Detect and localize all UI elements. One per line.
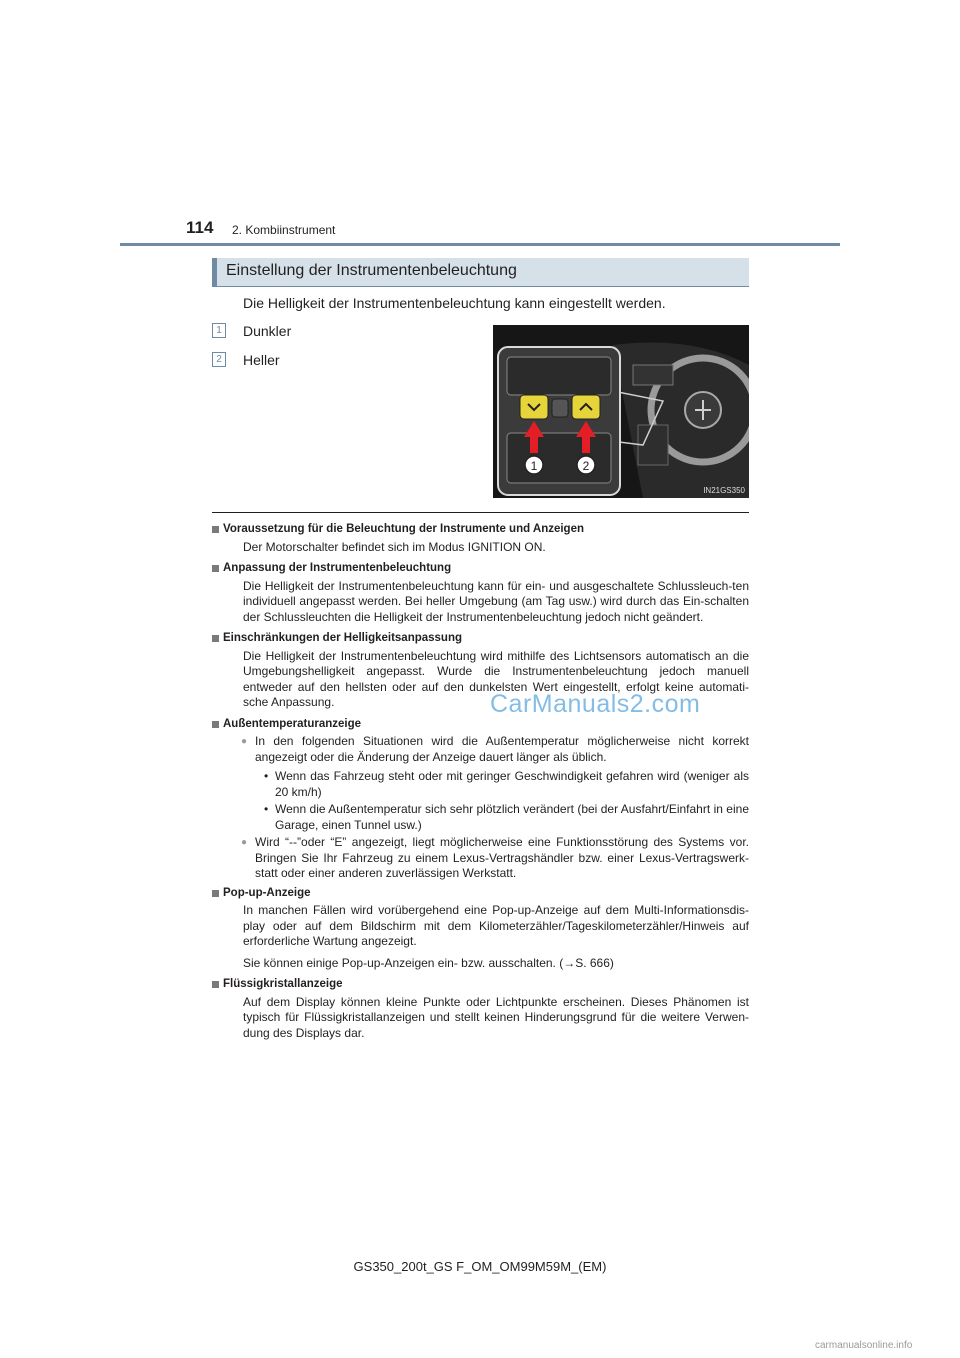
note-text-reference: Sie können einige Pop-up-Anzeigen ein- bzw. ausschalten. (→S. 666): [243, 955, 614, 970]
note-heading: Flüssigkristallanzeige: [212, 977, 749, 993]
dashboard-drawing: [493, 325, 749, 498]
note-ignition: [212, 522, 749, 555]
note-text: In manchen Fällen wird vorübergehend eine Pop-up-Anzeige auf dem Multi-Informationsdis-play oder auf dem Bildschirm mit dem Kilometerzähler/Tageskilometerzähler/Hinweis auf erforderliche Wartung angezeigt.: [243, 903, 749, 948]
section-underline: [212, 286, 749, 287]
note-popup: [212, 886, 749, 972]
note-heading: Einschränkungen der Helligkeitsanpassung: [212, 631, 749, 647]
note-sub-item: • Wenn die Außentemperatur sich sehr plötzlich verändert (bei der Ausfahrt/Einfahrt in eine Garage, einen Tunnel usw.): [275, 802, 749, 833]
note-sub-item: • Wenn das Fahrzeug steht oder mit geringer Geschwindigkeit gefahren wird (weniger als 20 km/h): [275, 769, 749, 800]
header-rule: [120, 243, 840, 246]
brighter-button-icon: [572, 395, 600, 419]
site-watermark: carmanualsonline.info: [815, 1340, 913, 1351]
content-divider: [212, 512, 749, 513]
page-number: 114: [186, 218, 214, 237]
note-bullet: ● In den folgenden Situationen wird die Außentemperatur möglicherweise nicht korrekt angezeigt oder die Änderung der Anzeige dauert länger als üblich.: [255, 734, 749, 765]
dashboard-illustration: [493, 325, 749, 498]
section-title: Einstellung der Instrumentenbeleuchtung: [226, 262, 517, 279]
note-bullet: ● Wird “--”oder “E” angezeigt, liegt möglicherweise eine Funktionsstörung des Systems vor. Bringen Sie Ihr Fahrzeug zu einem Lexus-Vertragshändler bzw. einer Lexus-Vertragswerk-statt oder einer anderen zuverlässigen Werkstatt.: [255, 835, 749, 882]
legend-label-darker: Dunkler: [243, 323, 292, 339]
note-text: Auf dem Display können kleine Punkte oder Lichtpunkte erscheinen. Dieses Phänomen ist typisch für Flüssigkristallanzeigen und stellt keinen Hinderungsgrund für die weitere Verwen-dung des Displays dar.: [243, 994, 749, 1040]
darker-button-icon: [520, 395, 548, 419]
note-text: Der Motorschalter befindet sich im Modus IGNITION ON.: [243, 539, 546, 554]
note-outside-temperature: [212, 717, 749, 882]
notes-section: [212, 522, 749, 1047]
section-heading-bar: [212, 258, 749, 286]
note-text: Die Helligkeit der Instrumentenbeleuchtung wird mithilfe des Lichtsensors automatisch an die Umgebungshelligkeit angepasst. Wurde die Instrumentenbeleuchtung jedoch manuell entweder auf den hellsten oder auf den dunkelsten Wert eingestellt, erfolgt keine automati-sche Anpassung.: [243, 648, 749, 709]
legend-number-2: 2: [212, 352, 226, 367]
note-heading: Außentemperaturanzeige: [212, 717, 749, 733]
watermark: CarManuals2.com: [490, 690, 701, 718]
note-text: Die Helligkeit der Instrumentenbeleuchtung kann für ein- und ausgeschaltete Schlussleuch-ten individuell angepasst werden. Bei heller Umgebung (am Tag usw.) wird durch das Ein-schalten der Schlussleuchten die Helligkeit der Instrumentenbeleuchtung jedoch nicht geändert.: [243, 578, 749, 624]
note-heading: Pop-up-Anzeige: [212, 886, 749, 902]
note-heading: Voraussetzung für die Beleuchtung der Instrumente und Anzeigen: [212, 522, 749, 538]
callout-number-2: 2: [582, 459, 590, 473]
chapter-title: 2. Kombiinstrument: [232, 223, 336, 237]
note-lcd: [212, 977, 749, 1041]
legend-label-brighter: Heller: [243, 352, 280, 368]
figure-code: IN21GS350: [703, 486, 745, 495]
callout-number-1: 1: [530, 459, 538, 473]
footer-code: GS350_200t_GS F_OM_OM99M59M_(EM): [353, 1259, 607, 1274]
intro-text: Die Helligkeit der Instrumentenbeleuchtung kann eingestellt werden.: [243, 295, 666, 311]
note-adjustment: [212, 561, 749, 625]
legend-number-1: 1: [212, 323, 226, 338]
note-heading: Anpassung der Instrumentenbeleuchtung: [212, 561, 749, 577]
